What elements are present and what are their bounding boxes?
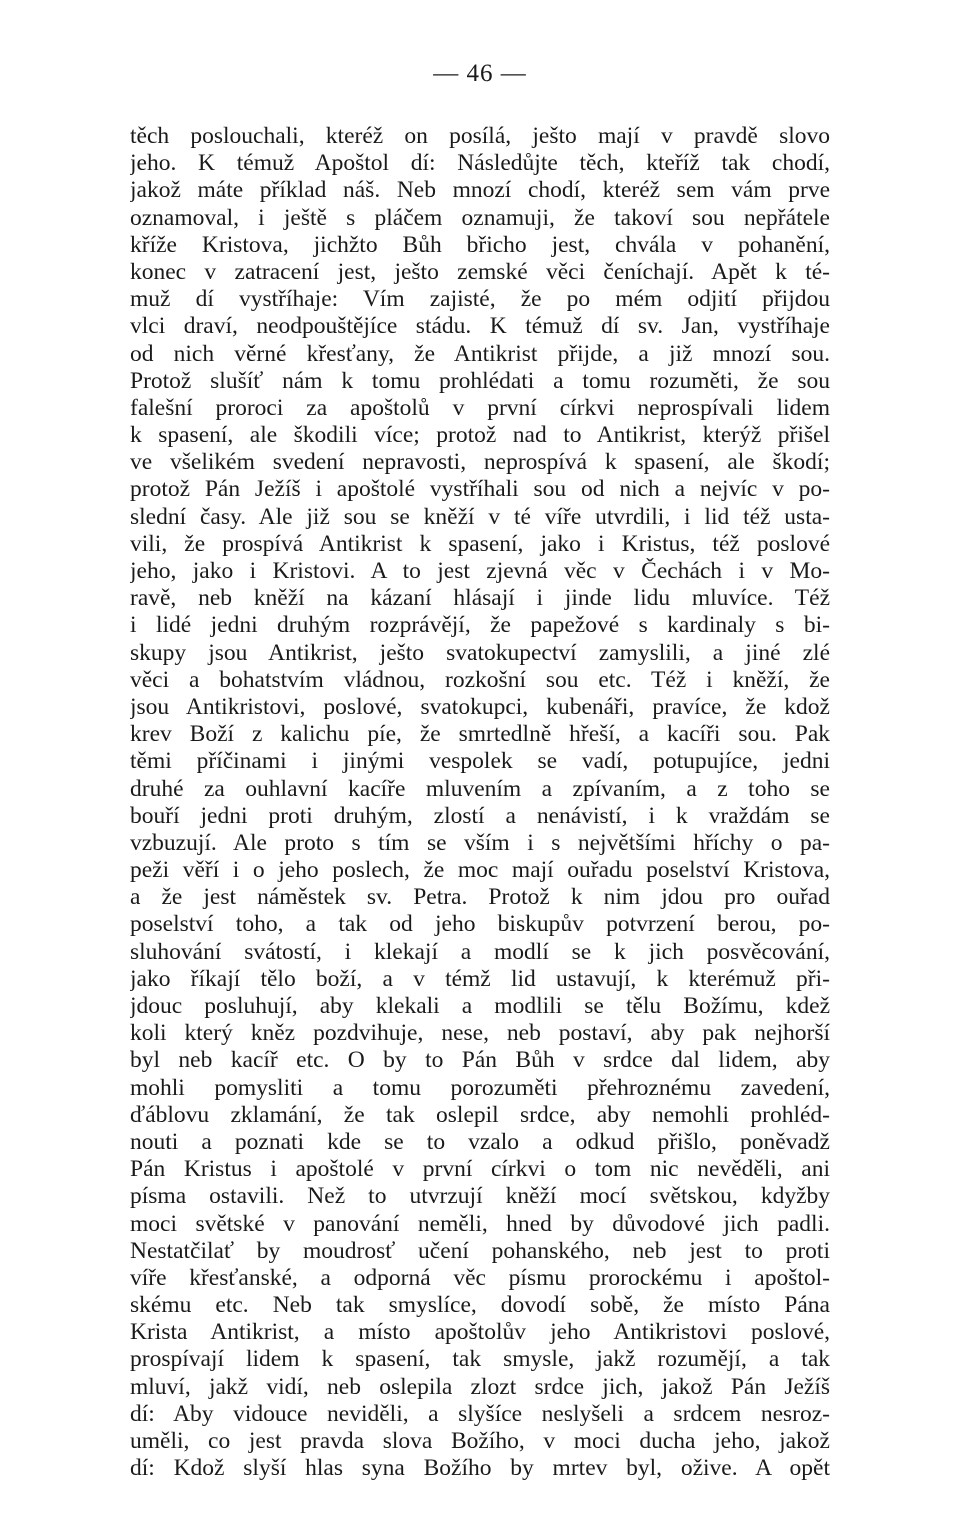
text-line: peži věří i o jeho poslech, že moc mají ouřadu poselství Kristova, <box>130 857 830 884</box>
text-line: Krista Antikrist, a místo apoštolův jeho Antikristovi poslové, <box>130 1319 830 1346</box>
text-line: věci a bohatstvím vládnou, rozkošní sou etc. Též i kněží, že <box>130 666 830 693</box>
text-line: těch poslouchali, kteréž on posílá, ješto mají v pravdě slovo <box>130 123 830 149</box>
text-line: protož Pán Ježíš i apoštolé vystříhali sou od nich a nejvíc v po- <box>130 476 830 503</box>
page-number: — 46 — <box>433 60 527 87</box>
text-line: poselství toho, a tak od jeho biskupův potvrzení berou, po- <box>130 911 830 938</box>
text-line: Nestatčilať by moudrosť učení pohanského, neb jest to proti <box>130 1237 830 1264</box>
text-line: oznamoval, i ještě s pláčem oznamuji, že takoví sou nepřátele <box>130 204 830 231</box>
text-line: konec v zatracení jest, ješto zemské věci čeníchají. Apět k té- <box>130 258 830 285</box>
text-line: moci světské v panování neměli, hned by důvodové jich padli. <box>130 1210 830 1237</box>
text-line: skupy jsou Antikrist, ješto svatokupectví zamyslili, a jiné zlé <box>130 639 830 666</box>
text-line: ravě, neb kněží na kázaní hlásají i jinde lidu mluvíce. Též <box>130 585 830 612</box>
text-line: od nich věrné křesťany, že Antikrist přijde, a již mnozí sou. <box>130 340 830 367</box>
text-line: byl neb kacíř etc. O by to Pán Bůh v srdce dal lidem, aby <box>130 1047 830 1074</box>
text-line: vili, že prospívá Antikrist k spasení, jako i Kristus, též poslové <box>130 530 830 557</box>
text-line: jeho. K témuž Apoštol dí: Následůjte těch, kteříž tak chodí, <box>130 150 830 177</box>
text-line: jsou Antikristovi, poslové, svatokupci, kubenáři, pravíce, že kdož <box>130 693 830 720</box>
text-line: písma ostavili. Než to utvrzují kněží mocí světskou, kdyžby <box>130 1183 830 1210</box>
text-line: Pán Kristus i apoštolé v první církvi o tom nic nevěděli, ani <box>130 1156 830 1183</box>
text-line: koli který kněz pozdvihuje, nese, neb postaví, aby pak nejhorší <box>130 1020 830 1047</box>
text-line: uměli, co jest pravda slova Božího, v moci ducha jeho, jakož <box>130 1428 830 1454</box>
text-line: prospívají lidem k spasení, tak smysle, jakž rozumějí, a tak <box>130 1346 830 1373</box>
text-line: slední časy. Ale již sou se kněží v té víře utvrdili, i lid též usta- <box>130 503 830 530</box>
text-line: muž dí vystříhaje: Vím zajisté, že po mém odjití přijdou <box>130 286 830 313</box>
text-line: jdouc posluhují, aby klekali a modlili se tělu Božímu, kdež <box>130 993 830 1019</box>
text-line: skému etc. Neb tak smyslíce, dovodí sobě, že místo Pána <box>130 1292 830 1319</box>
text-line: ďáblovu zklamání, že tak oslepil srdce, aby nemohli prohléd- <box>130 1101 830 1128</box>
text-line: kříže Kristova, jichžto Bůh břicho jest, chvála v pohanění, <box>130 231 830 258</box>
text-line: Protož slušíť nám k tomu prohlédati a tomu rozuměti, že sou <box>130 367 830 394</box>
text-line: dí: Kdož slyší hlas syna Božího by mrtev byl, ožive. A opět <box>130 1455 830 1482</box>
text-line: krev Boží z kalichu píe, že smrtedlně hřeší, a kacíři sou. Pak <box>130 721 830 748</box>
text-line: jeho, jako i Kristovi. A to jest zjevná věc v Čechách i v Mo- <box>130 558 830 584</box>
text-line: bouří jedni proti druhým, zlostí a nenávistí, i k vraždám se <box>130 802 830 829</box>
text-line: mluví, jakž vidí, neb oslepila zlozt srdce jich, jakož Pán Ježíš <box>130 1373 830 1400</box>
text-line: druhé za ouhlavní kacíře mluvením a zpívaním, a z toho se <box>130 775 830 802</box>
text-line: těmi příčinami i jinými vespolek se vadí, potupujíce, jedni <box>130 748 830 775</box>
text-line: sluhování svátostí, i klekají a modlí se k jich posvěcování, <box>130 938 830 965</box>
text-line: a že jest náměstek sv. Petra. Protož k nim jdou pro ouřad <box>130 884 830 911</box>
text-line: ve všelikém svedení nepravosti, neprospívá k spasení, ale škodí; <box>130 449 830 476</box>
text-line: jakož máte příklad náš. Neb mnozí chodí, kteréž sem vám prve <box>130 177 830 204</box>
text-line: k spasení, ale škodili více; protož nad to Antikrist, kterýž přišel <box>130 422 830 449</box>
text-line: víře křesťanské, a odporná věc písmu prorockému i apoštol- <box>130 1264 830 1291</box>
text-line: nouti a poznati kde se to vzalo a odkud přišlo, poněvadž <box>130 1128 830 1155</box>
text-line: vzbuzují. Ale proto s tím se vším i s největšími hříchy o pa- <box>130 829 830 856</box>
text-line: dí: Aby vidouce neviděli, a slyšíce neslyšeli a srdcem nesroz- <box>130 1400 830 1427</box>
body-text <box>130 123 830 1482</box>
text-line: mohli pomysliti a tomu porozuměti přehroznému zavedení, <box>130 1074 830 1101</box>
text-line: falešní proroci za apoštolů v první církvi neprospívali lidem <box>130 394 830 421</box>
text-line: i lidé jedni druhým rozprávějí, že papežové s kardinaly s bi- <box>130 612 830 639</box>
text-line: jako říkají tělo boží, a v témž lid ustavují, k kterémuž při- <box>130 965 830 992</box>
text-line: vlci draví, neodpouštějíce stádu. K témuž dí sv. Jan, vystříhaje <box>130 313 830 340</box>
